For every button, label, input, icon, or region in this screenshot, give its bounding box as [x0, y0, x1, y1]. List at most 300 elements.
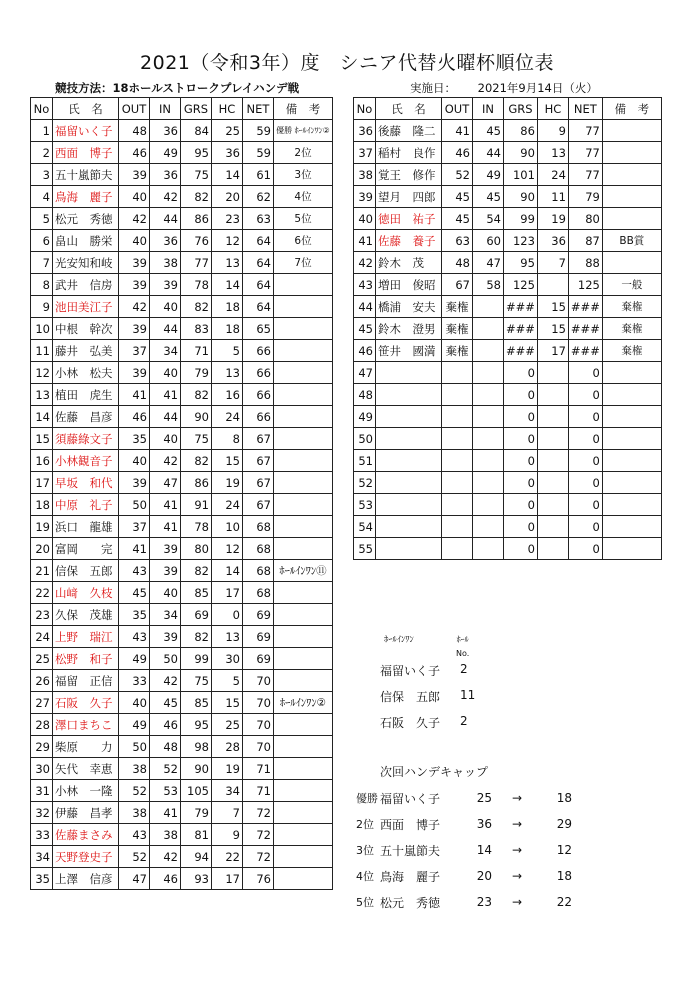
name-cell: 天野登史子: [53, 846, 119, 868]
net-cell: 64: [243, 252, 274, 274]
out-cell: [442, 516, 473, 538]
no-cell: 42: [354, 252, 376, 274]
name-cell: 植田 虎生: [53, 384, 119, 406]
name-cell: 久保 茂雄: [53, 604, 119, 626]
note-cell: [274, 736, 333, 758]
table-row: [31, 516, 333, 538]
name-cell: 鈴木 澄男: [376, 318, 442, 340]
net-cell: 70: [243, 736, 274, 758]
hc-cell: 17: [537, 340, 568, 362]
no-cell: 19: [31, 516, 53, 538]
table-row: [354, 538, 662, 560]
in-cell: 36: [150, 164, 181, 186]
hc-cell: 24: [537, 164, 568, 186]
net-cell: 69: [243, 604, 274, 626]
column-header-net: NET: [243, 98, 274, 120]
grs-cell: 80: [181, 538, 212, 560]
note-cell: [274, 296, 333, 318]
net-cell: 68: [243, 582, 274, 604]
in-cell: [473, 472, 504, 494]
rank-label: 優勝: [356, 792, 378, 805]
no-cell: 6: [31, 230, 53, 252]
out-cell: 45: [119, 582, 150, 604]
out-cell: 39: [119, 252, 150, 274]
in-cell: 39: [150, 626, 181, 648]
column-header-note: 備 考: [602, 98, 661, 120]
grs-cell: 82: [181, 384, 212, 406]
in-cell: [473, 538, 504, 560]
hc-cell: 25: [212, 714, 243, 736]
out-cell: 39: [119, 164, 150, 186]
net-cell: 68: [243, 538, 274, 560]
net-cell: 70: [243, 714, 274, 736]
list-item: [356, 837, 572, 863]
net-cell: 88: [568, 252, 602, 274]
no-cell: 33: [31, 824, 53, 846]
name-cell: 武井 信房: [53, 274, 119, 296]
in-cell: 38: [150, 824, 181, 846]
hc-cell: 22: [212, 846, 243, 868]
grs-cell: 99: [181, 648, 212, 670]
hc-cell: 13: [212, 362, 243, 384]
hc-cell: 18: [212, 318, 243, 340]
net-cell: 0: [568, 494, 602, 516]
net-cell: 71: [243, 758, 274, 780]
hc-cell: 7: [212, 802, 243, 824]
out-cell: 46: [119, 142, 150, 164]
column-header-out: OUT: [119, 98, 150, 120]
table-row: [354, 516, 662, 538]
note-cell: [602, 164, 661, 186]
table-row: [31, 406, 333, 428]
in-cell: 41: [150, 494, 181, 516]
note-cell: 6位: [274, 230, 333, 252]
player-name: 鳥海 麗子: [380, 869, 441, 884]
hc-cell: 24: [212, 406, 243, 428]
hc-cell: 7: [537, 252, 568, 274]
table-row: [31, 802, 333, 824]
in-cell: 45: [473, 120, 504, 142]
next-handicap: 18: [556, 791, 572, 805]
current-handicap: 20: [476, 869, 492, 883]
grs-cell: 125: [504, 274, 538, 296]
out-cell: [442, 384, 473, 406]
net-cell: 0: [568, 406, 602, 428]
name-cell: 山﨑 久枝: [53, 582, 119, 604]
player-name: 西面 博子: [380, 817, 441, 832]
grs-cell: 105: [181, 780, 212, 802]
no-cell: 12: [31, 362, 53, 384]
note-cell: [602, 516, 661, 538]
hole-in-one-list: [380, 662, 480, 740]
date-label: 実施日：: [410, 81, 456, 95]
hc-cell: 13: [212, 252, 243, 274]
note-cell: [274, 780, 333, 802]
hc-cell: 0: [212, 604, 243, 626]
out-cell: 50: [119, 736, 150, 758]
in-cell: 49: [150, 142, 181, 164]
player-name: 石阪 久子: [380, 716, 441, 730]
grs-cell: 0: [504, 472, 538, 494]
name-cell: [376, 472, 442, 494]
out-cell: 49: [119, 648, 150, 670]
table-row: [354, 384, 662, 406]
in-cell: 45: [473, 186, 504, 208]
table-row: [354, 186, 662, 208]
table-header-row: [354, 98, 662, 120]
net-cell: ###: [568, 296, 602, 318]
grs-cell: 0: [504, 494, 538, 516]
name-cell: 柴原 力: [53, 736, 119, 758]
in-cell: [473, 340, 504, 362]
note-cell: ﾎｰﾙｲﾝﾜﾝ②: [274, 692, 333, 714]
table-row: [31, 450, 333, 472]
no-cell: 9: [31, 296, 53, 318]
column-header-in: IN: [150, 98, 181, 120]
player-name: 福留いく子: [380, 791, 441, 806]
table-row: [31, 362, 333, 384]
table-row: [31, 142, 333, 164]
out-cell: 40: [119, 450, 150, 472]
hc-cell: 12: [212, 230, 243, 252]
results-table-right: [353, 97, 662, 560]
no-cell: 2: [31, 142, 53, 164]
hc-cell: [537, 538, 568, 560]
name-cell: 伊藤 昌孝: [53, 802, 119, 824]
player-name: 福留いく子: [380, 664, 441, 678]
current-handicap: 23: [476, 895, 492, 909]
net-cell: 87: [568, 230, 602, 252]
hc-cell: 15: [537, 296, 568, 318]
no-cell: 4: [31, 186, 53, 208]
in-cell: 36: [150, 230, 181, 252]
out-cell: 42: [119, 208, 150, 230]
in-cell: 50: [150, 648, 181, 670]
out-cell: 52: [442, 164, 473, 186]
list-item: [356, 811, 572, 837]
in-cell: [473, 296, 504, 318]
table-row: [31, 340, 333, 362]
name-cell: 上澤 信彦: [53, 868, 119, 890]
table-row: [354, 120, 662, 142]
note-cell: [274, 824, 333, 846]
no-cell: 31: [31, 780, 53, 802]
next-handicap-list: [356, 785, 572, 915]
hc-cell: 18: [212, 296, 243, 318]
no-cell: 54: [354, 516, 376, 538]
out-cell: 49: [119, 714, 150, 736]
name-cell: 福留いく子: [53, 120, 119, 142]
table-row: [354, 164, 662, 186]
table-row: [354, 296, 662, 318]
no-cell: 55: [354, 538, 376, 560]
in-cell: 38: [150, 252, 181, 274]
competition-method: 競技方法：18ホールストロークプレイハンデ戦: [55, 81, 300, 95]
note-cell: [274, 648, 333, 670]
grs-cell: 93: [181, 868, 212, 890]
hc-cell: 20: [212, 186, 243, 208]
in-cell: 42: [150, 846, 181, 868]
net-cell: 65: [243, 318, 274, 340]
no-cell: 10: [31, 318, 53, 340]
hc-cell: 14: [212, 164, 243, 186]
table-row: [31, 472, 333, 494]
in-cell: [473, 406, 504, 428]
in-cell: 40: [150, 428, 181, 450]
out-cell: 40: [119, 692, 150, 714]
note-cell: [602, 494, 661, 516]
out-cell: 46: [442, 142, 473, 164]
hc-cell: 11: [537, 186, 568, 208]
note-cell: [274, 758, 333, 780]
column-header-in: IN: [473, 98, 504, 120]
net-cell: 77: [568, 142, 602, 164]
hc-cell: 24: [212, 494, 243, 516]
name-cell: 徳田 祐子: [376, 208, 442, 230]
net-cell: 70: [243, 692, 274, 714]
no-cell: 43: [354, 274, 376, 296]
note-cell: [274, 362, 333, 384]
name-cell: 中原 礼子: [53, 494, 119, 516]
out-cell: 37: [119, 516, 150, 538]
in-cell: 45: [150, 692, 181, 714]
no-cell: 35: [31, 868, 53, 890]
table-row: [31, 868, 333, 890]
no-cell: 47: [354, 362, 376, 384]
in-cell: 58: [473, 274, 504, 296]
list-item: [380, 714, 480, 740]
column-header-hc: HC: [212, 98, 243, 120]
in-cell: 42: [150, 186, 181, 208]
column-header-grs: GRS: [181, 98, 212, 120]
out-cell: 67: [442, 274, 473, 296]
in-cell: 41: [150, 516, 181, 538]
no-cell: 49: [354, 406, 376, 428]
name-cell: 福留 正信: [53, 670, 119, 692]
net-cell: 77: [568, 164, 602, 186]
column-header-out: OUT: [442, 98, 473, 120]
hc-cell: 15: [537, 318, 568, 340]
note-cell: [274, 670, 333, 692]
out-cell: [442, 538, 473, 560]
note-cell: [274, 604, 333, 626]
name-cell: 小林観音子: [53, 450, 119, 472]
grs-cell: 95: [504, 252, 538, 274]
out-cell: 45: [442, 186, 473, 208]
in-cell: 44: [150, 406, 181, 428]
in-cell: 44: [150, 318, 181, 340]
table-row: [354, 472, 662, 494]
table-row: [31, 670, 333, 692]
in-cell: 36: [150, 120, 181, 142]
no-cell: 37: [354, 142, 376, 164]
name-cell: 佐藤まさみ: [53, 824, 119, 846]
grs-cell: 79: [181, 802, 212, 824]
grs-cell: 77: [181, 252, 212, 274]
current-handicap: 14: [476, 843, 492, 857]
grs-cell: 78: [181, 274, 212, 296]
hc-cell: 13: [212, 626, 243, 648]
name-cell: 池田美江子: [53, 296, 119, 318]
in-cell: 54: [473, 208, 504, 230]
in-cell: 34: [150, 604, 181, 626]
out-cell: 37: [119, 340, 150, 362]
next-handicap-title: 次回ハンデキャップ: [380, 765, 489, 779]
grs-cell: 95: [181, 714, 212, 736]
in-cell: 52: [150, 758, 181, 780]
name-cell: 稲村 良作: [376, 142, 442, 164]
note-cell: 5位: [274, 208, 333, 230]
column-header-grs: GRS: [504, 98, 538, 120]
out-cell: 41: [119, 384, 150, 406]
grs-cell: 0: [504, 538, 538, 560]
net-cell: 68: [243, 516, 274, 538]
table-row: [31, 186, 333, 208]
grs-cell: 83: [181, 318, 212, 340]
net-cell: 0: [568, 362, 602, 384]
in-cell: [473, 494, 504, 516]
note-cell: [602, 538, 661, 560]
out-cell: 41: [119, 538, 150, 560]
in-cell: [473, 318, 504, 340]
net-cell: ###: [568, 340, 602, 362]
no-cell: 34: [31, 846, 53, 868]
hc-cell: [537, 516, 568, 538]
no-cell: 32: [31, 802, 53, 824]
no-cell: 39: [354, 186, 376, 208]
table-row: [31, 692, 333, 714]
grs-cell: 0: [504, 450, 538, 472]
no-cell: 21: [31, 560, 53, 582]
in-cell: 46: [150, 868, 181, 890]
table-body: [31, 120, 333, 890]
net-cell: 64: [243, 274, 274, 296]
table-row: [31, 780, 333, 802]
name-cell: [376, 406, 442, 428]
out-cell: 39: [119, 472, 150, 494]
out-cell: 45: [442, 208, 473, 230]
net-cell: 0: [568, 428, 602, 450]
name-cell: [376, 362, 442, 384]
grs-cell: 90: [181, 758, 212, 780]
in-cell: 42: [150, 450, 181, 472]
no-cell: 16: [31, 450, 53, 472]
table-row: [354, 208, 662, 230]
next-handicap: 22: [556, 895, 572, 909]
results-table-left: [30, 97, 333, 890]
out-cell: 48: [442, 252, 473, 274]
no-cell: 3: [31, 164, 53, 186]
table-row: [31, 428, 333, 450]
out-cell: 38: [119, 758, 150, 780]
table-row: [31, 846, 333, 868]
hc-cell: 14: [212, 274, 243, 296]
note-cell: [602, 450, 661, 472]
note-cell: 3位: [274, 164, 333, 186]
note-cell: [274, 406, 333, 428]
net-cell: 0: [568, 450, 602, 472]
name-cell: [376, 428, 442, 450]
hc-cell: 36: [212, 142, 243, 164]
grs-cell: 0: [504, 384, 538, 406]
grs-cell: 82: [181, 560, 212, 582]
column-header-no: No: [354, 98, 376, 120]
column-header-name: 氏 名: [53, 98, 119, 120]
no-header-label: No.: [456, 649, 470, 658]
table-row: [31, 230, 333, 252]
rank-label: 4位: [356, 870, 374, 883]
name-cell: 藤井 弘美: [53, 340, 119, 362]
net-cell: 77: [568, 120, 602, 142]
note-cell: [602, 142, 661, 164]
table-row: [31, 604, 333, 626]
out-cell: 35: [119, 604, 150, 626]
no-cell: 18: [31, 494, 53, 516]
name-cell: 佐藤 養子: [376, 230, 442, 252]
no-cell: 48: [354, 384, 376, 406]
in-cell: 49: [473, 164, 504, 186]
no-cell: 8: [31, 274, 53, 296]
hc-cell: 16: [212, 384, 243, 406]
in-cell: 34: [150, 340, 181, 362]
no-cell: 30: [31, 758, 53, 780]
table-row: [31, 384, 333, 406]
hc-cell: 12: [212, 538, 243, 560]
no-cell: 50: [354, 428, 376, 450]
grs-cell: 91: [181, 494, 212, 516]
hc-cell: 5: [212, 340, 243, 362]
hc-cell: 9: [212, 824, 243, 846]
hc-cell: [537, 274, 568, 296]
table-row: [354, 406, 662, 428]
name-cell: 五十嵐節夫: [53, 164, 119, 186]
table-row: [31, 296, 333, 318]
list-item: [380, 662, 480, 688]
no-cell: 7: [31, 252, 53, 274]
out-cell: 52: [119, 780, 150, 802]
net-cell: 67: [243, 428, 274, 450]
grs-cell: 85: [181, 692, 212, 714]
name-cell: 浜口 龍雄: [53, 516, 119, 538]
table-header-row: [31, 98, 333, 120]
grs-cell: 86: [181, 472, 212, 494]
name-cell: [376, 384, 442, 406]
net-cell: 61: [243, 164, 274, 186]
net-cell: 63: [243, 208, 274, 230]
no-cell: 13: [31, 384, 53, 406]
column-header-note: 備 考: [274, 98, 333, 120]
hc-cell: 13: [537, 142, 568, 164]
net-cell: 64: [243, 230, 274, 252]
net-cell: 72: [243, 846, 274, 868]
arrow-icon: →: [511, 895, 523, 909]
out-cell: 40: [119, 186, 150, 208]
no-cell: 5: [31, 208, 53, 230]
hc-cell: 15: [212, 692, 243, 714]
note-cell: [602, 472, 661, 494]
no-cell: 17: [31, 472, 53, 494]
hc-cell: 30: [212, 648, 243, 670]
out-cell: 33: [119, 670, 150, 692]
grs-cell: 82: [181, 626, 212, 648]
net-cell: 76: [243, 868, 274, 890]
hole-header-label: ﾎｰﾙ: [456, 635, 469, 644]
name-cell: 西面 博子: [53, 142, 119, 164]
net-cell: 0: [568, 384, 602, 406]
net-cell: 67: [243, 472, 274, 494]
net-cell: 80: [568, 208, 602, 230]
no-cell: 46: [354, 340, 376, 362]
